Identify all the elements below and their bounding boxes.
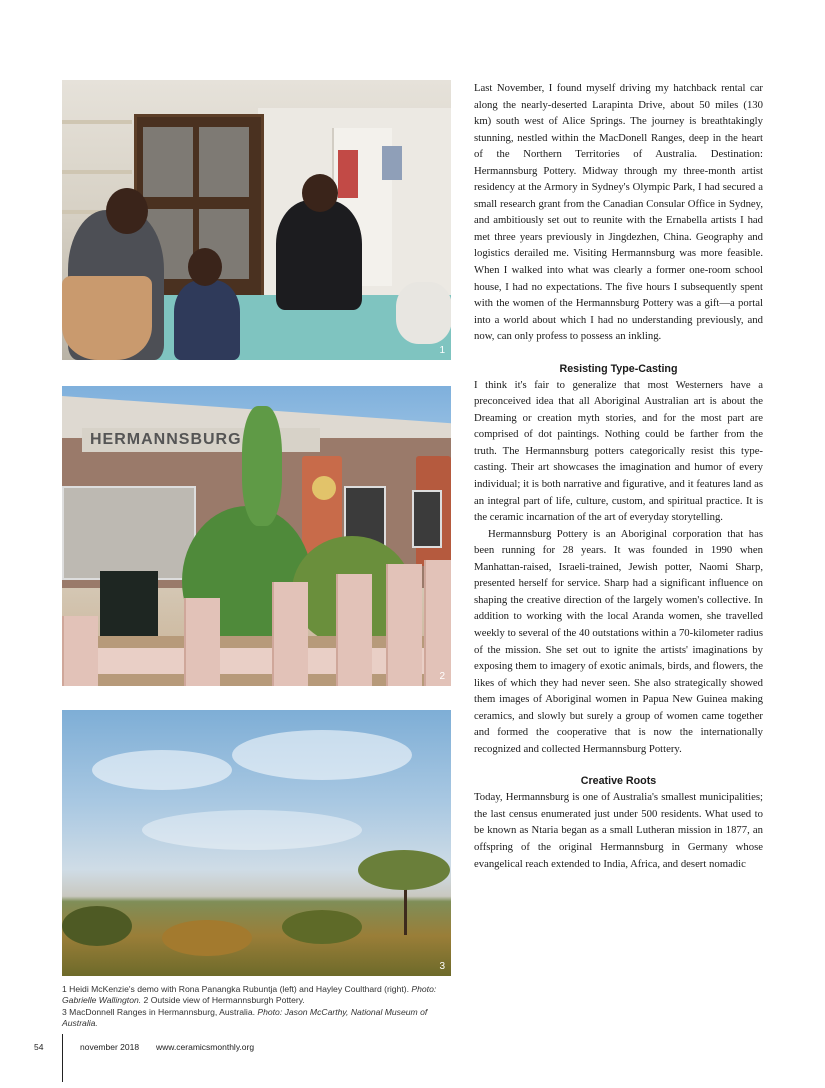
- mural-panel: [312, 476, 336, 500]
- tree-crown: [358, 850, 450, 890]
- paragraph: Last November, I found myself driving my hatchback rental car along the nearly-deserted Larapinta Drive, about 50 miles (130 km) south west of Alice Springs. The journey is breathtakingly stunning, nestled within the MacDonell Ranges, deep in the heart of the Northern Territories of Australia. Destination: Hermannsburg Pottery. Midway through my three-month artist residency at the Armory in Sydney's Olympic Park, I had secured a small research grant from the Canadian Consular Office in Sydney, and ambitiously set out to reunite with the Ernabella artists I had met three years previously in Jingdezhen, China. Geography and logistics derailed me. Visiting Hermannsburg was more feasible. When I walked into what was clearly a former one-room school house, I had no expectations. The five hours I subsequently spent with the women of the Hermannsburg Pottery was a gift—a portal into a world about which I had no understanding previously, and now, can only profess to possess an inkling.: [474, 82, 763, 343]
- fence-post: [272, 582, 308, 686]
- cloud: [92, 750, 232, 790]
- fence-post: [386, 564, 422, 686]
- person-right-head: [302, 174, 338, 212]
- caption-1-text: 1 Heidi McKenzie's demo with Rona Panangka Rubuntja (left) and Hayley Coulthard (right).: [62, 984, 412, 994]
- subheading-resisting: Resisting Type-Casting: [559, 362, 678, 375]
- photo-caption: [62, 984, 451, 1030]
- white-pot: [396, 282, 451, 344]
- clay-pot: [62, 276, 152, 360]
- scrub: [62, 906, 132, 946]
- website-link[interactable]: www.ceramicsmonthly.org: [156, 1042, 255, 1052]
- scrub: [282, 910, 362, 944]
- cloud: [232, 730, 412, 780]
- person-center: [174, 280, 240, 360]
- paragraph: Today, Hermannsburg is one of Australia's smallest municipalities; the last census enumerated just under 500 residents. What used to be known as Ntaria began as a small Lutheran mission in 1877, an offspring of the original Hermannsburg in Germany whose evangelical reach extended to India, Africa, and desert nomadic: [474, 791, 763, 870]
- photo-number: 3: [439, 961, 445, 972]
- person-left-head: [106, 188, 148, 234]
- paragraph: Hermannsburg Pottery is an Aboriginal corporation that has been running for 28 years. It was founded in 1990 when Manhattan-raised, Israeli-trained, Jewish potter, Naomi Sharp, presented herself for service. Sharp had a significant influence on shaping the creative direction of the largely women's collective. In addition to working with the local Aranda women, she travelled weekly to several of the 40 outstations within a 70-kilometer radius of the mission. She set out to ignite the artists' imaginations by exposing them to imagery of exotic animals, birds, and flowers, the likes of which they had never seen. She also strategically showed them images of Aboriginal women in Papua New Guinea making ceramics, and slowly but surely a group of women came together and formed the cooperative that is now the internationally recognized and collected Hermannsburg Pottery.: [474, 527, 763, 755]
- subheading-creative-roots: Creative Roots: [580, 775, 657, 788]
- person-center-head: [188, 248, 222, 286]
- photo-number: 1: [439, 345, 445, 356]
- photo-pottery-exterior: [62, 386, 451, 686]
- bush: [242, 406, 282, 526]
- scrub: [162, 920, 252, 956]
- fence-post: [62, 616, 98, 686]
- issue-date: november 2018: [80, 1042, 140, 1052]
- window: [62, 486, 196, 580]
- paragraph: I think it's fair to generalize that most Westerners have a preconceived idea that all Aboriginal Australian art is about the Dreaming or creation myth stories, and for the most part are comprised of dot paintings. Nothing could be farther from the truth. The Hermannsburg potters categorically resist this type-casting. Their art showcases the imagination and humor of every individual; it is both narrative and figurative, and it features land as an integral part of life, culture, custom, and spiritual practice. It is the ceramic incarnation of the art of everyday storytelling.: [474, 378, 763, 524]
- pottery-sign: HERMANNSBURG: [82, 428, 320, 452]
- fence-post: [336, 574, 372, 686]
- page-number: 54: [34, 1042, 44, 1052]
- window: [412, 490, 442, 548]
- footer-rule: [62, 1034, 63, 1082]
- photo-macdonnell-ranges: [62, 710, 451, 976]
- wall-poster: [338, 150, 358, 198]
- wall-shelf: [62, 170, 132, 174]
- wall-poster: [382, 146, 402, 180]
- wall-shelf: [62, 120, 132, 124]
- caption-1-credit: Photo: Gabrielle Wallington.: [62, 984, 437, 1006]
- person-right: [276, 200, 362, 310]
- caption-3-text: 3 MacDonnell Ranges in Hermannsburg, Australia.: [62, 1006, 258, 1017]
- caption-2-text: 2 Outside view of Hermannsburgh Pottery.: [141, 995, 305, 1006]
- caption-3-credit: Photo: Jason McCarthy, National Museum of Australia.: [62, 1006, 428, 1029]
- cloud: [142, 810, 362, 850]
- photo-studio-demo: [62, 80, 451, 360]
- article-column: [474, 80, 763, 872]
- fence-post: [184, 598, 220, 686]
- fence-post: [424, 560, 451, 686]
- photo-number: 2: [439, 671, 445, 682]
